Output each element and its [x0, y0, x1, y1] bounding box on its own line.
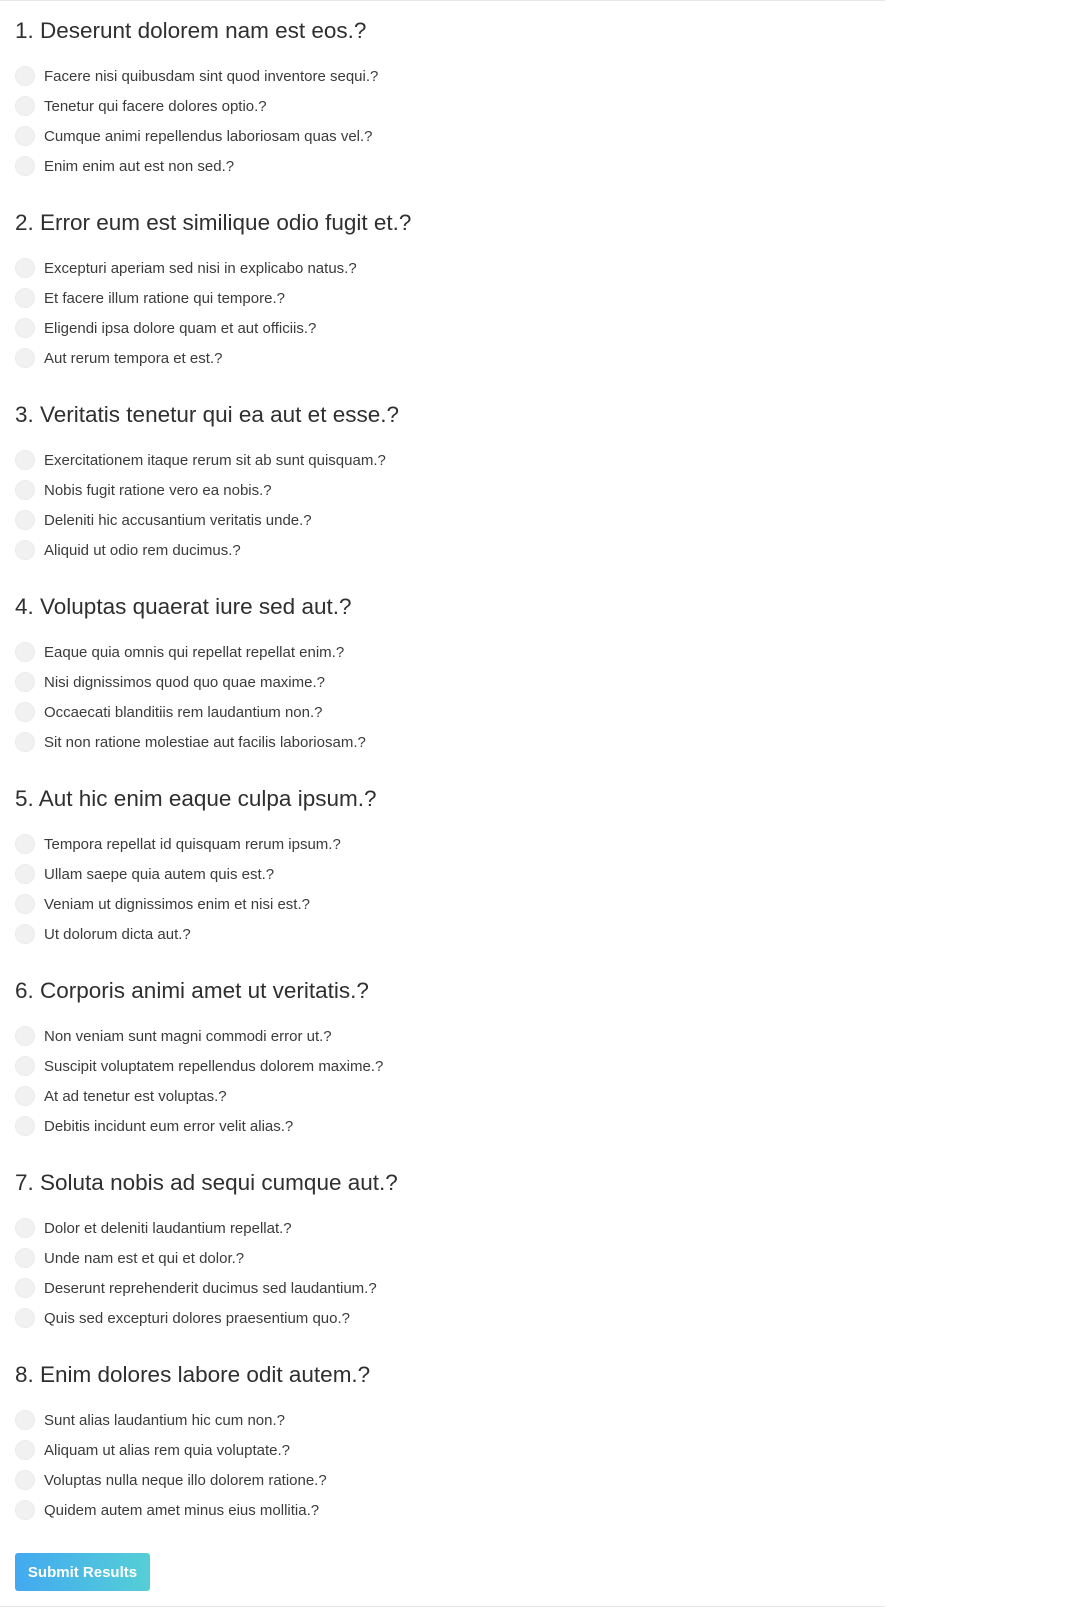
answer-label: Tempora repellat id quisquam rerum ipsum.? — [44, 835, 341, 853]
answer-option[interactable] — [15, 1111, 885, 1141]
answer-option[interactable] — [15, 919, 885, 949]
radio-button[interactable] — [15, 1248, 35, 1268]
answer-label: Deserunt reprehenderit ducimus sed laudantium.? — [44, 1279, 377, 1297]
question-title: 7. Soluta nobis ad sequi cumque aut.? — [15, 1170, 398, 1195]
quiz-form — [15, 15, 885, 1551]
answer-options — [15, 829, 885, 949]
answer-label: Aliquid ut odio rem ducimus.? — [44, 541, 241, 559]
radio-button[interactable] — [15, 450, 35, 470]
answer-options — [15, 637, 885, 757]
radio-button[interactable] — [15, 702, 35, 722]
answer-option[interactable] — [15, 829, 885, 859]
radio-button[interactable] — [15, 1500, 35, 1520]
radio-button[interactable] — [15, 1308, 35, 1328]
radio-button[interactable] — [15, 348, 35, 368]
radio-button[interactable] — [15, 510, 35, 530]
answer-label: Exercitationem itaque rerum sit ab sunt quisquam.? — [44, 451, 386, 469]
answer-options — [15, 253, 885, 373]
radio-button[interactable] — [15, 672, 35, 692]
radio-button[interactable] — [15, 864, 35, 884]
radio-button[interactable] — [15, 834, 35, 854]
question-block — [15, 1167, 885, 1359]
answer-label: Non veniam sunt magni commodi error ut.? — [44, 1027, 332, 1045]
answer-option[interactable] — [15, 445, 885, 475]
radio-button[interactable] — [15, 894, 35, 914]
answer-label: Unde nam est et qui et dolor.? — [44, 1249, 245, 1267]
answer-label: Nobis fugit ratione vero ea nobis.? — [44, 481, 272, 499]
answer-option[interactable] — [15, 1495, 885, 1525]
answer-options — [15, 1405, 885, 1525]
answer-option[interactable] — [15, 1051, 885, 1081]
answer-option[interactable] — [15, 697, 885, 727]
answer-option[interactable] — [15, 253, 885, 283]
answer-option[interactable] — [15, 535, 885, 565]
answer-label: Aut rerum tempora et est.? — [44, 349, 223, 367]
answer-option[interactable] — [15, 1303, 885, 1333]
answer-option[interactable] — [15, 313, 885, 343]
answer-label: Quidem autem amet minus eius mollitia.? — [44, 1501, 320, 1519]
answer-option[interactable] — [15, 151, 885, 181]
answer-option[interactable] — [15, 1243, 885, 1273]
answer-label: Aliquam ut alias rem quia voluptate.? — [44, 1441, 290, 1459]
question-title: 8. Enim dolores labore odit autem.? — [15, 1362, 371, 1387]
answer-option[interactable] — [15, 505, 885, 535]
answer-label: Deleniti hic accusantium veritatis unde.? — [44, 511, 312, 529]
answer-option[interactable] — [15, 1405, 885, 1435]
answer-label: Cumque animi repellendus laboriosam quas vel.? — [44, 127, 373, 145]
answer-option[interactable] — [15, 91, 885, 121]
answer-label: Suscipit voluptatem repellendus dolorem maxime.? — [44, 1057, 384, 1075]
radio-button[interactable] — [15, 1116, 35, 1136]
answer-label: Quis sed excepturi dolores praesentium quo.? — [44, 1309, 351, 1327]
answer-option[interactable] — [15, 1273, 885, 1303]
question-block — [15, 399, 885, 591]
answer-option[interactable] — [15, 121, 885, 151]
radio-button[interactable] — [15, 288, 35, 308]
question-title: 1. Deserunt dolorem nam est eos.? — [15, 18, 367, 43]
question-title: 2. Error eum est similique odio fugit et.? — [15, 210, 412, 235]
question-title: 3. Veritatis tenetur qui ea aut et esse.? — [15, 402, 399, 427]
bottom-divider — [0, 1606, 885, 1607]
answer-option[interactable] — [15, 343, 885, 373]
question-title: 5. Aut hic enim eaque culpa ipsum.? — [15, 786, 377, 811]
question-block — [15, 15, 885, 207]
answer-options — [15, 445, 885, 565]
question-block — [15, 591, 885, 783]
answer-label: Ullam saepe quia autem quis est.? — [44, 865, 275, 883]
answer-label: Debitis incidunt eum error velit alias.? — [44, 1117, 294, 1135]
answer-label: Dolor et deleniti laudantium repellat.? — [44, 1219, 292, 1237]
question-block — [15, 783, 885, 975]
radio-button[interactable] — [15, 1278, 35, 1298]
radio-button[interactable] — [15, 1056, 35, 1076]
radio-button[interactable] — [15, 96, 35, 116]
answer-label: Sit non ratione molestiae aut facilis laboriosam.? — [44, 733, 366, 751]
answer-options — [15, 1213, 885, 1333]
answer-option[interactable] — [15, 667, 885, 697]
answer-label: Eaque quia omnis qui repellat repellat enim.? — [44, 643, 345, 661]
answer-label: Eligendi ipsa dolore quam et aut officiis.? — [44, 319, 317, 337]
question-title: 4. Voluptas quaerat iure sed aut.? — [15, 594, 352, 619]
answer-option[interactable] — [15, 1435, 885, 1465]
answer-options — [15, 1021, 885, 1141]
radio-button[interactable] — [15, 258, 35, 278]
radio-button[interactable] — [15, 66, 35, 86]
radio-button[interactable] — [15, 1086, 35, 1106]
answer-option[interactable] — [15, 475, 885, 505]
answer-option[interactable] — [15, 283, 885, 313]
radio-button[interactable] — [15, 1470, 35, 1490]
answer-option[interactable] — [15, 1021, 885, 1051]
answer-option[interactable] — [15, 889, 885, 919]
top-divider — [0, 0, 885, 1]
radio-button[interactable] — [15, 126, 35, 146]
radio-button[interactable] — [15, 1218, 35, 1238]
radio-button[interactable] — [15, 1440, 35, 1460]
answer-option[interactable] — [15, 1081, 885, 1111]
question-title: 6. Corporis animi amet ut veritatis.? — [15, 978, 369, 1003]
question-block — [15, 975, 885, 1167]
submit-results-button[interactable]: Submit Results — [15, 1553, 150, 1591]
answer-label: Facere nisi quibusdam sint quod inventore sequi.? — [44, 67, 379, 85]
answer-label: Voluptas nulla neque illo dolorem ratione.? — [44, 1471, 327, 1489]
answer-label: Ut dolorum dicta aut.? — [44, 925, 191, 943]
answer-label: Sunt alias laudantium hic cum non.? — [44, 1411, 285, 1429]
radio-button[interactable] — [15, 540, 35, 560]
answer-label: Excepturi aperiam sed nisi in explicabo natus.? — [44, 259, 357, 277]
question-block — [15, 207, 885, 399]
answer-option[interactable] — [15, 727, 885, 757]
answer-option[interactable] — [15, 637, 885, 667]
radio-button[interactable] — [15, 156, 35, 176]
answer-label: Occaecati blanditiis rem laudantium non.? — [44, 703, 323, 721]
radio-button[interactable] — [15, 480, 35, 500]
answer-label: Enim enim aut est non sed.? — [44, 157, 235, 175]
answer-label: Tenetur qui facere dolores optio.? — [44, 97, 267, 115]
answer-label: Nisi dignissimos quod quo quae maxime.? — [44, 673, 325, 691]
radio-button[interactable] — [15, 924, 35, 944]
answer-option[interactable] — [15, 1213, 885, 1243]
answer-option[interactable] — [15, 859, 885, 889]
answer-label: At ad tenetur est voluptas.? — [44, 1087, 227, 1105]
answer-option[interactable] — [15, 61, 885, 91]
answer-label: Et facere illum ratione qui tempore.? — [44, 289, 285, 307]
radio-button[interactable] — [15, 1410, 35, 1430]
radio-button[interactable] — [15, 642, 35, 662]
radio-button[interactable] — [15, 318, 35, 338]
radio-button[interactable] — [15, 732, 35, 752]
answer-label: Veniam ut dignissimos enim et nisi est.? — [44, 895, 310, 913]
radio-button[interactable] — [15, 1026, 35, 1046]
answer-options — [15, 61, 885, 181]
question-block — [15, 1359, 885, 1551]
answer-option[interactable] — [15, 1465, 885, 1495]
